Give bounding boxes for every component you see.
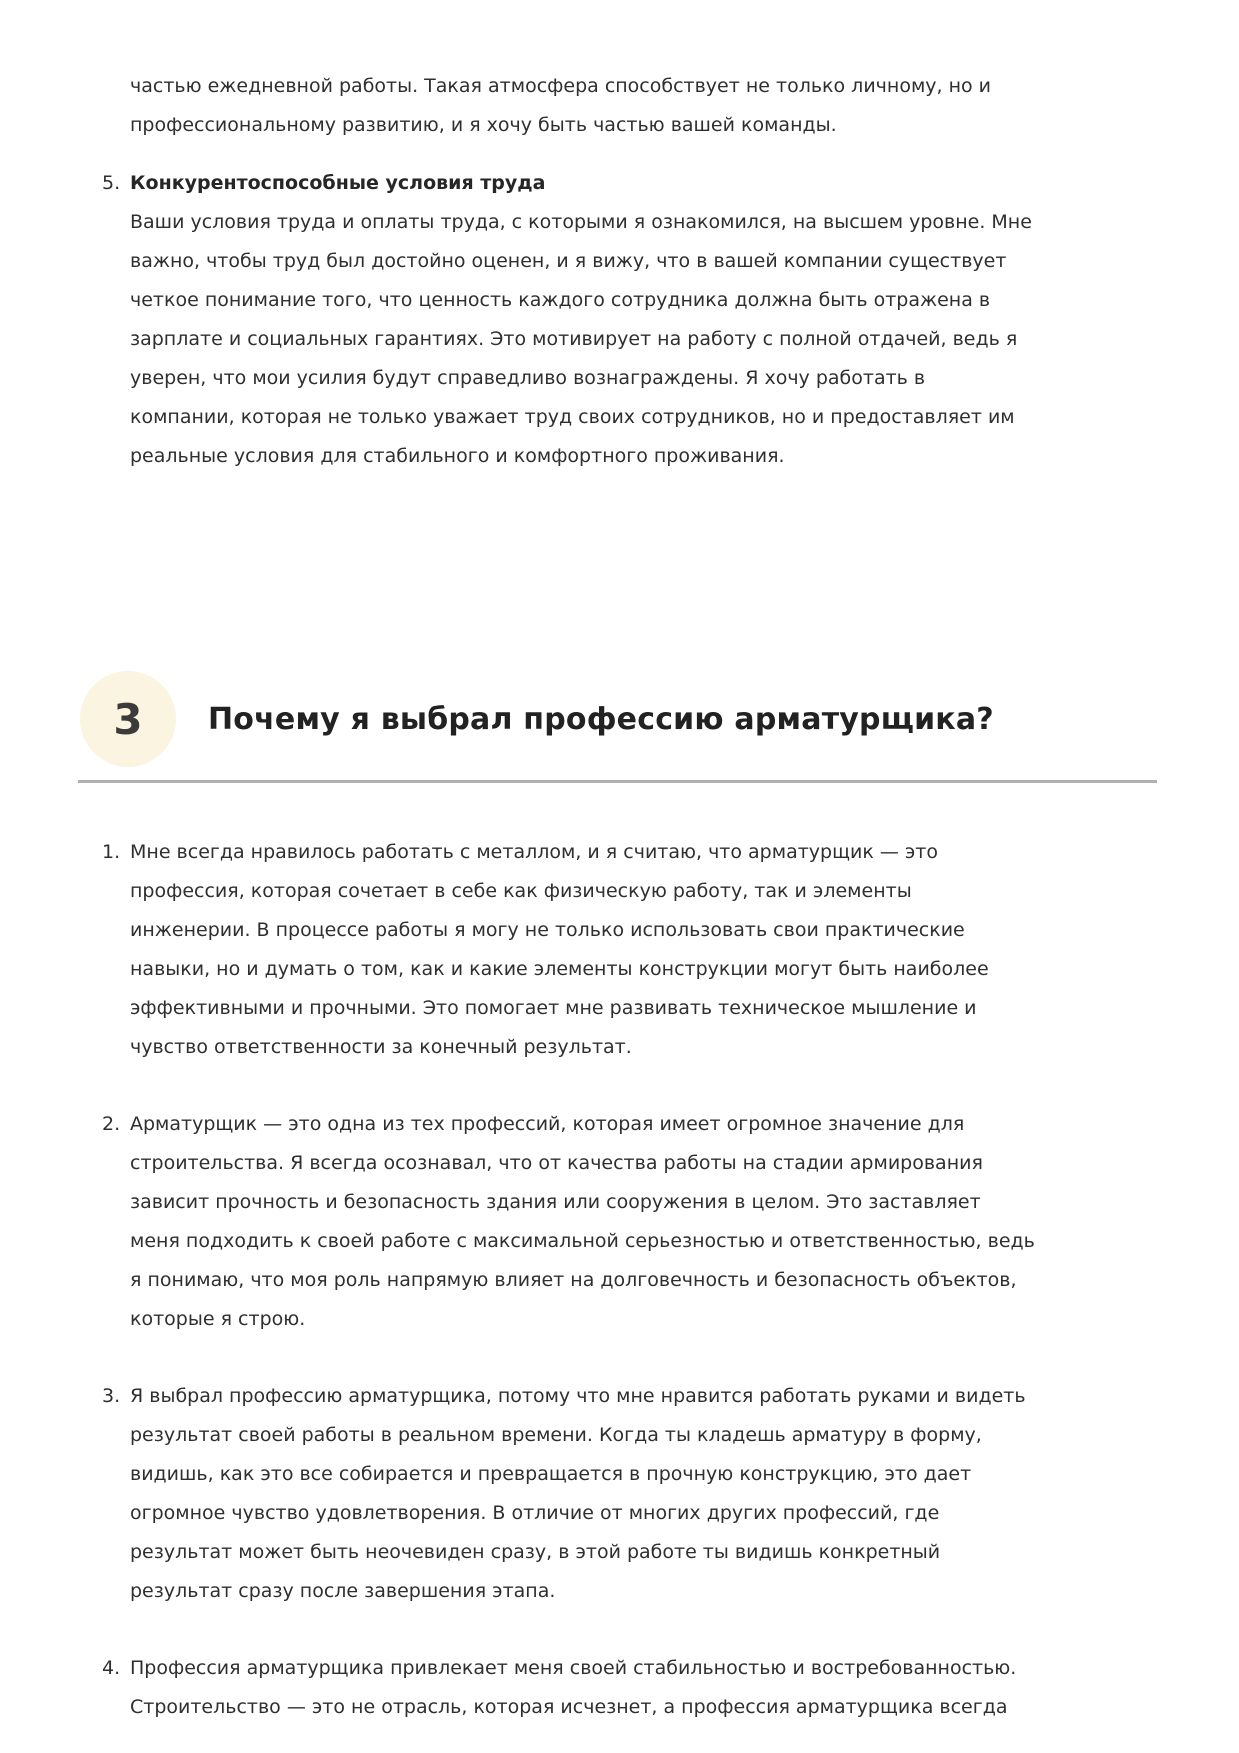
list-item-5-marker: 5. [102,172,121,194]
section-number: 3 [113,694,143,744]
section-divider [78,780,1157,783]
reason-item-3-text: Я выбрал профессию арматурщика, потому что мне нравится работать руками и видеть результат своей работы в реальном времени. Когда ты кладешь арматуру в форму, видишь, как это все собирается и превращается в прочную конструкцию, это дает огромное чувство удовлетворения. В отличие от многих других профессий, где результат может быть неочевиден сразу, в этой работе ты видишь конкретный результат сразу после завершения этапа. [130,1385,1026,1602]
list-item-5-title: Конкурентоспособные условия труда [130,172,546,194]
list-item-5-body: Ваши условия труда и оплаты труда, с которыми я ознакомился, на высшем уровне. Мне важно, чтобы труд был достойно оценен, и я вижу, что в вашей компании существует четкое понимание того, что ценность каждого сотрудника должна быть отражена в зарплате и социальных гарантиях. Это мотивирует на работу с полной отдачей, ведь я уверен, что мои усилия будут справедливо вознаграждены. Я хочу работать в компании, которая не только уважает труд своих сотрудников, но и предоставляет им реальные условия для стабильного и комфортного проживания. [130,211,1032,467]
reason-item-1-marker: 1. [102,841,121,863]
reason-item-3 [102,1377,1035,1611]
reason-item-4-marker: 4. [102,1657,121,1679]
reason-item-4 [102,1649,1035,1727]
reason-item-2 [102,1105,1035,1339]
reason-item-4-text: Профессия арматурщика привлекает меня своей стабильностью и востребованностью. Строительство — это не отрасль, которая исчезнет, а профессия арматурщика всегда [130,1657,1017,1718]
reason-item-2-text: Арматурщик — это одна из тех профессий, которая имеет огромное значение для строительства. Я всегда осознавал, что от качества работы на стадии армирования зависит прочность и безопасность здания или сооружения в целом. Это заставляет меня подходить к своей работе с максимальной серьезностью и ответственностью, ведь я понимаю, что моя роль напрямую влияет на долговечность и безопасность объектов, которые я строю. [130,1113,1035,1330]
reason-item-1 [102,833,1035,1067]
reason-item-1-text: Мне всегда нравилось работать с металлом, и я считаю, что арматурщик — это профессия, которая сочетает в себе как физическую работу, так и элементы инженерии. В процессе работы я могу не только использовать свои практические навыки, но и думать о том, как и какие элементы конструкции могут быть наиболее эффективными и прочными. Это помогает мне развивать техническое мышление и чувство ответственности за конечный результат. [130,841,989,1058]
continuation-paragraph: частью ежедневной работы. Такая атмосфера способствует не только личному, но и профессиональному развитию, и я хочу быть частью вашей команды. [130,75,992,136]
reason-item-2-marker: 2. [102,1113,121,1135]
section-number-badge [80,671,176,767]
reason-item-3-marker: 3. [102,1385,121,1407]
section-header [80,671,1239,767]
section-title: Почему я выбрал профессию арматурщика? [208,701,994,737]
list-item-5 [102,164,1035,476]
reasons-list [0,833,1239,1727]
